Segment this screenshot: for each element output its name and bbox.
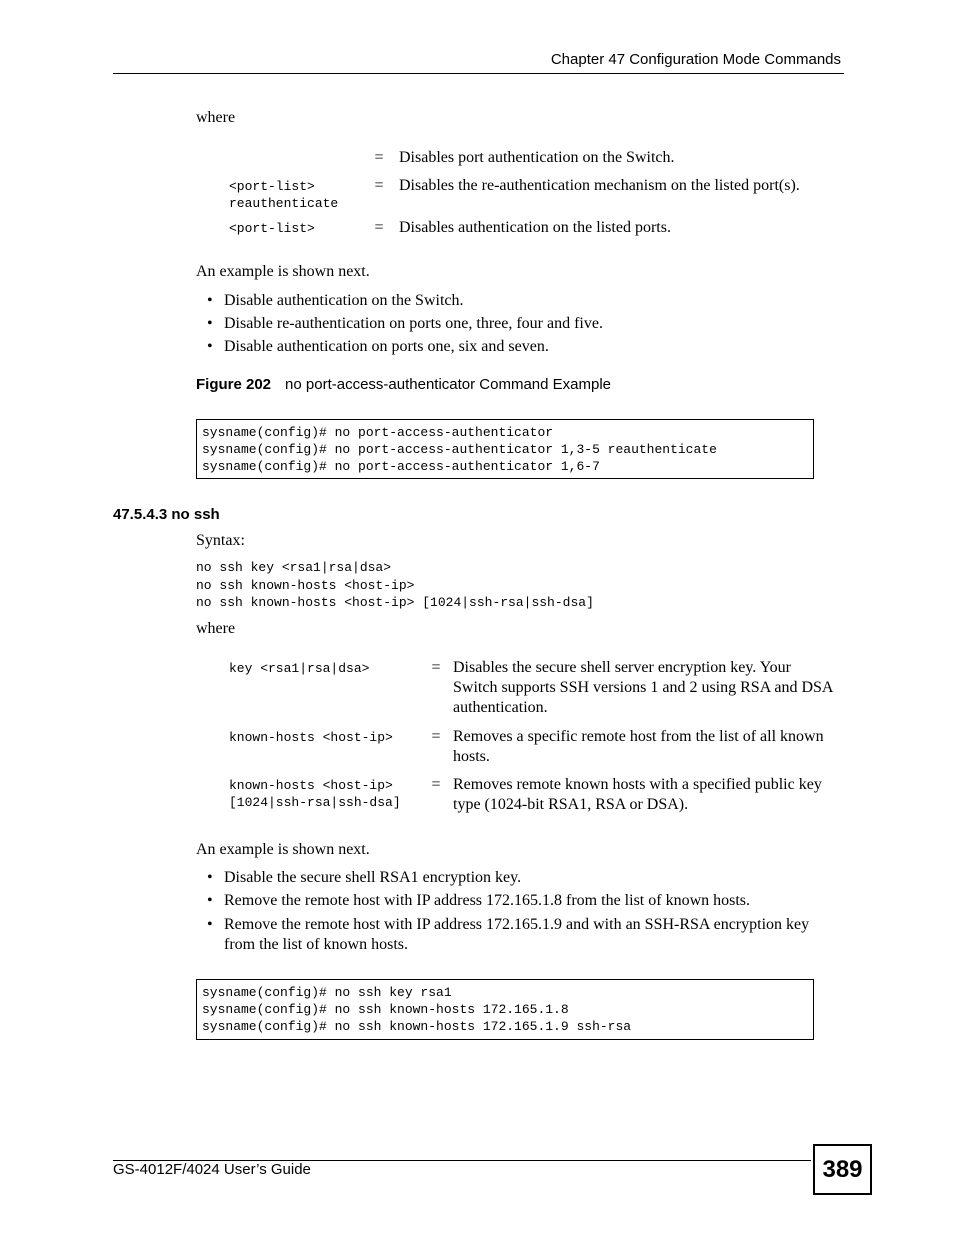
list-item: • Disable authentication on ports one, six and seven. [207,338,549,355]
list-item: • Remove the remote host with IP address 172.165.1.9 and with an SSH-RSA encryption key from the list of known hosts. [207,916,810,953]
code-line: sysname(config)# no ssh known-hosts 172.165.1.9 ssh-rsa [202,1019,632,1034]
definition-equals: = [431,776,441,793]
definition-desc: Removes remote known hosts with a specified public key type (1024-bit RSA1, RSA or DSA). [453,776,822,813]
definition-row [229,658,833,727]
definition-desc: Disables the re-authentication mechanism on the listed port(s). [399,177,800,194]
definition-row [229,727,833,775]
list-item: • Remove the remote host with IP address 172.165.1.8 from the list of known hosts. [207,892,751,909]
code-example-1 [196,419,814,479]
definition-table-1 [229,148,839,242]
definition-equals: = [374,149,384,166]
code-line: sysname(config)# no ssh known-hosts 172.165.1.8 [202,1002,569,1017]
where-label-1: where [196,109,236,126]
where-label-2: where [196,620,236,637]
code-line: sysname(config)# no ssh key rsa1 [202,985,452,1000]
code-line: sysname(config)# no port-access-authenticator 1,6-7 [202,459,600,474]
syntax-label: Syntax: [196,532,245,549]
code-line: sysname(config)# no port-access-authenticator 1,3-5 reauthenticate [202,442,717,457]
syntax-line: no ssh known-hosts <host-ip> [196,577,415,593]
definition-row [229,218,839,242]
definition-desc: Removes a specific remote host from the list of all known hosts. [453,728,824,765]
definition-equals: = [374,177,384,194]
definition-table-2 [229,658,833,819]
definition-desc: Disables port authentication on the Switch. [399,149,675,166]
definition-term: <port-list> [229,221,315,236]
definition-equals: = [431,659,441,676]
syntax-block [196,559,594,612]
example-intro-1: An example is shown next. [196,263,370,280]
list-item: • Disable the secure shell RSA1 encryption key. [207,869,522,886]
guide-title: GS-4012F/4024 User’s Guide [113,1161,311,1178]
definition-row [229,775,833,819]
section-heading: 47.5.4.3 no ssh [113,506,220,523]
list-item: • Disable authentication on the Switch. [207,292,464,309]
definition-desc: Disables authentication on the listed ports. [399,219,671,236]
list-item: • Disable re-authentication on ports one, three, four and five. [207,315,603,332]
bullet-list-2 [196,868,836,955]
bullet-list-1 [196,291,836,357]
syntax-line: no ssh key <rsa1|rsa|dsa> [196,560,392,575]
page-number: 389 [813,1144,872,1195]
definition-term: known-hosts <host-ip> [1024|ssh-rsa|ssh-dsa] [229,778,401,810]
definition-term: <port-list> reauthenticate [229,179,339,211]
header-rule [113,73,844,74]
code-line: sysname(config)# no port-access-authenticator [202,425,554,440]
figure-label: Figure 202 [196,376,272,393]
definition-equals: = [431,728,441,745]
definition-term [229,148,359,176]
definition-desc: Disables the secure shell server encryption key. Your Switch supports SSH versions 1 and 2 using RSA and DSA authentication. [453,659,833,716]
definition-row [229,176,839,218]
code-example-2 [196,979,814,1040]
figure-title: no port-access-authenticator Command Example [285,376,612,393]
figure-caption [196,376,611,393]
example-intro-2: An example is shown next. [196,841,370,858]
chapter-header: Chapter 47 Configuration Mode Commands [550,51,841,68]
definition-term: key <rsa1|rsa|dsa> [229,661,370,676]
definition-row [229,148,839,176]
definition-equals: = [374,219,384,236]
definition-term: known-hosts <host-ip> [229,730,393,745]
syntax-line: no ssh known-hosts <host-ip> [1024|ssh-rsa|ssh-dsa] [196,595,594,610]
